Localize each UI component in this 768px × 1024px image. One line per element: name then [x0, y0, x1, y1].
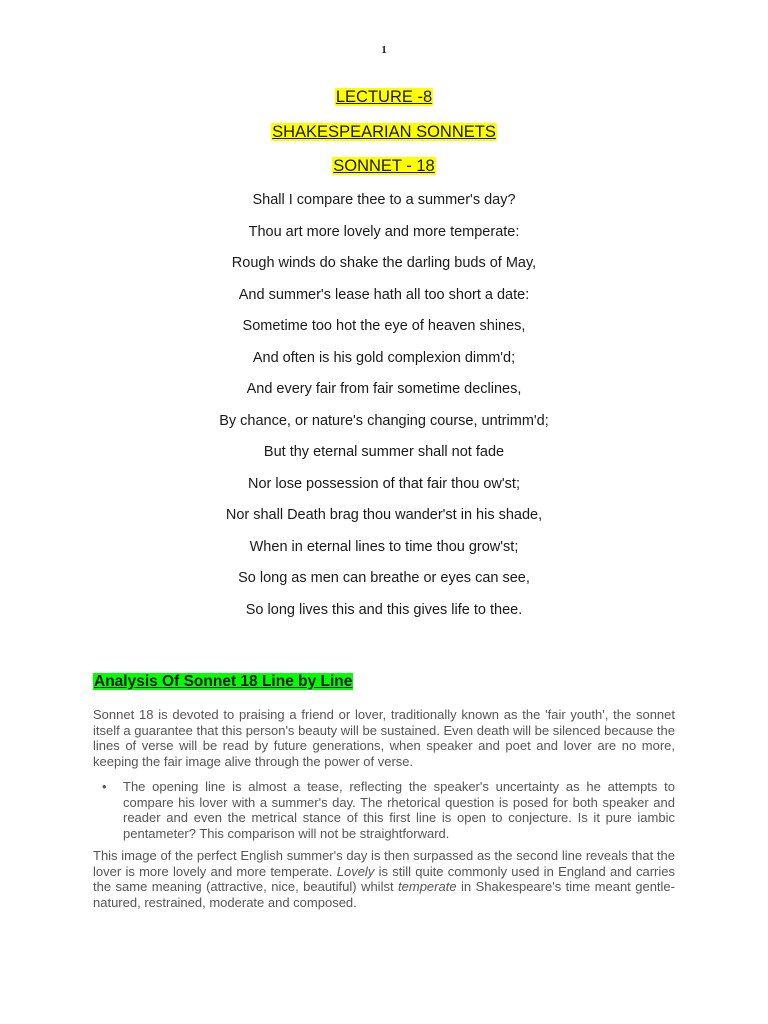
bullet-text: The opening line is almost a tease, reflecting the speaker's uncertainty as he attempts to compare his lover with a summer's day. The rhetorical question is posed for both speaker and reader and even the metrical stance of this first line is open to conjecture. Is it pure iambic pentameter? This comparison will not be straightforward. — [123, 779, 675, 841]
poem-line: Sometime too hot the eye of heaven shines, — [242, 318, 526, 334]
topic-heading — [0, 122, 768, 142]
analysis-bullet-list — [93, 779, 675, 841]
poem-line: When in eternal lines to time thou grow'st; — [249, 538, 519, 555]
lecture-heading-text: LECTURE -8 — [335, 88, 433, 106]
sonnet-heading-text: SONNET - 18 — [333, 157, 435, 175]
poem-line: And summer's lease hath all too short a date: — [238, 286, 530, 303]
poem-line: Thou art more lovely and more temperate: — [248, 223, 520, 240]
poem-line: But thy eternal summer shall not fade — [263, 444, 505, 460]
page-number: 1 — [381, 44, 387, 56]
sonnet-poem — [0, 190, 768, 631]
analysis-heading-text: Analysis Of Sonnet 18 Line by Line — [94, 673, 353, 690]
poem-line: Nor shall Death brag thou wander'st in his shade, — [225, 507, 543, 523]
analysis-intro-paragraph: Sonnet 18 is devoted to praising a friend or lover, traditionally known as the 'fair youth', the sonnet itself a guarantee that this person's beauty will be sustained. Even death will be silenced because the lines of verse will be read by future generations, when speaker and poet and lover are no more, keeping the fair image alive through the power of verse. — [93, 707, 675, 769]
para2-emphasis-lovely: Lovely — [336, 863, 375, 879]
lecture-heading — [0, 87, 768, 107]
poem-line: Shall I compare thee to a summer's day? — [252, 192, 516, 208]
list-item — [93, 779, 675, 841]
analysis-heading — [93, 672, 353, 692]
poem-line: And often is his gold complexion dimm'd; — [252, 349, 516, 366]
para2-text-2: is still quite commonly used in England and carries the same meaning (attractive, nice, beautiful) whilst — [93, 863, 676, 894]
para2-text-3: in Shakespeare's time meant gentle-natured, restrained, moderate and composed. — [93, 879, 675, 910]
para2-text-1: This image of the perfect English summer's day is then surpassed as the second line reveals that the lover is more lovely and more temperate. — [93, 848, 675, 879]
topic-heading-text: SHAKESPEARIAN SONNETS — [272, 123, 496, 141]
poem-line: So long lives this and this gives life to thee. — [245, 601, 523, 618]
sonnet-heading — [0, 156, 768, 176]
bullet-icon: • — [102, 779, 107, 794]
poem-line: Nor lose possession of that fair thou ow'st; — [248, 475, 520, 492]
poem-line: Rough winds do shake the darling buds of May, — [231, 255, 537, 271]
poem-line: So long as men can breathe or eyes can see, — [238, 570, 530, 586]
poem-line: By chance, or nature's changing course, untrimm'd; — [219, 412, 549, 429]
poem-line: And every fair from fair sometime declines, — [246, 381, 522, 397]
para2-emphasis-temperate: temperate — [398, 879, 457, 894]
analysis-second-paragraph — [93, 848, 675, 910]
